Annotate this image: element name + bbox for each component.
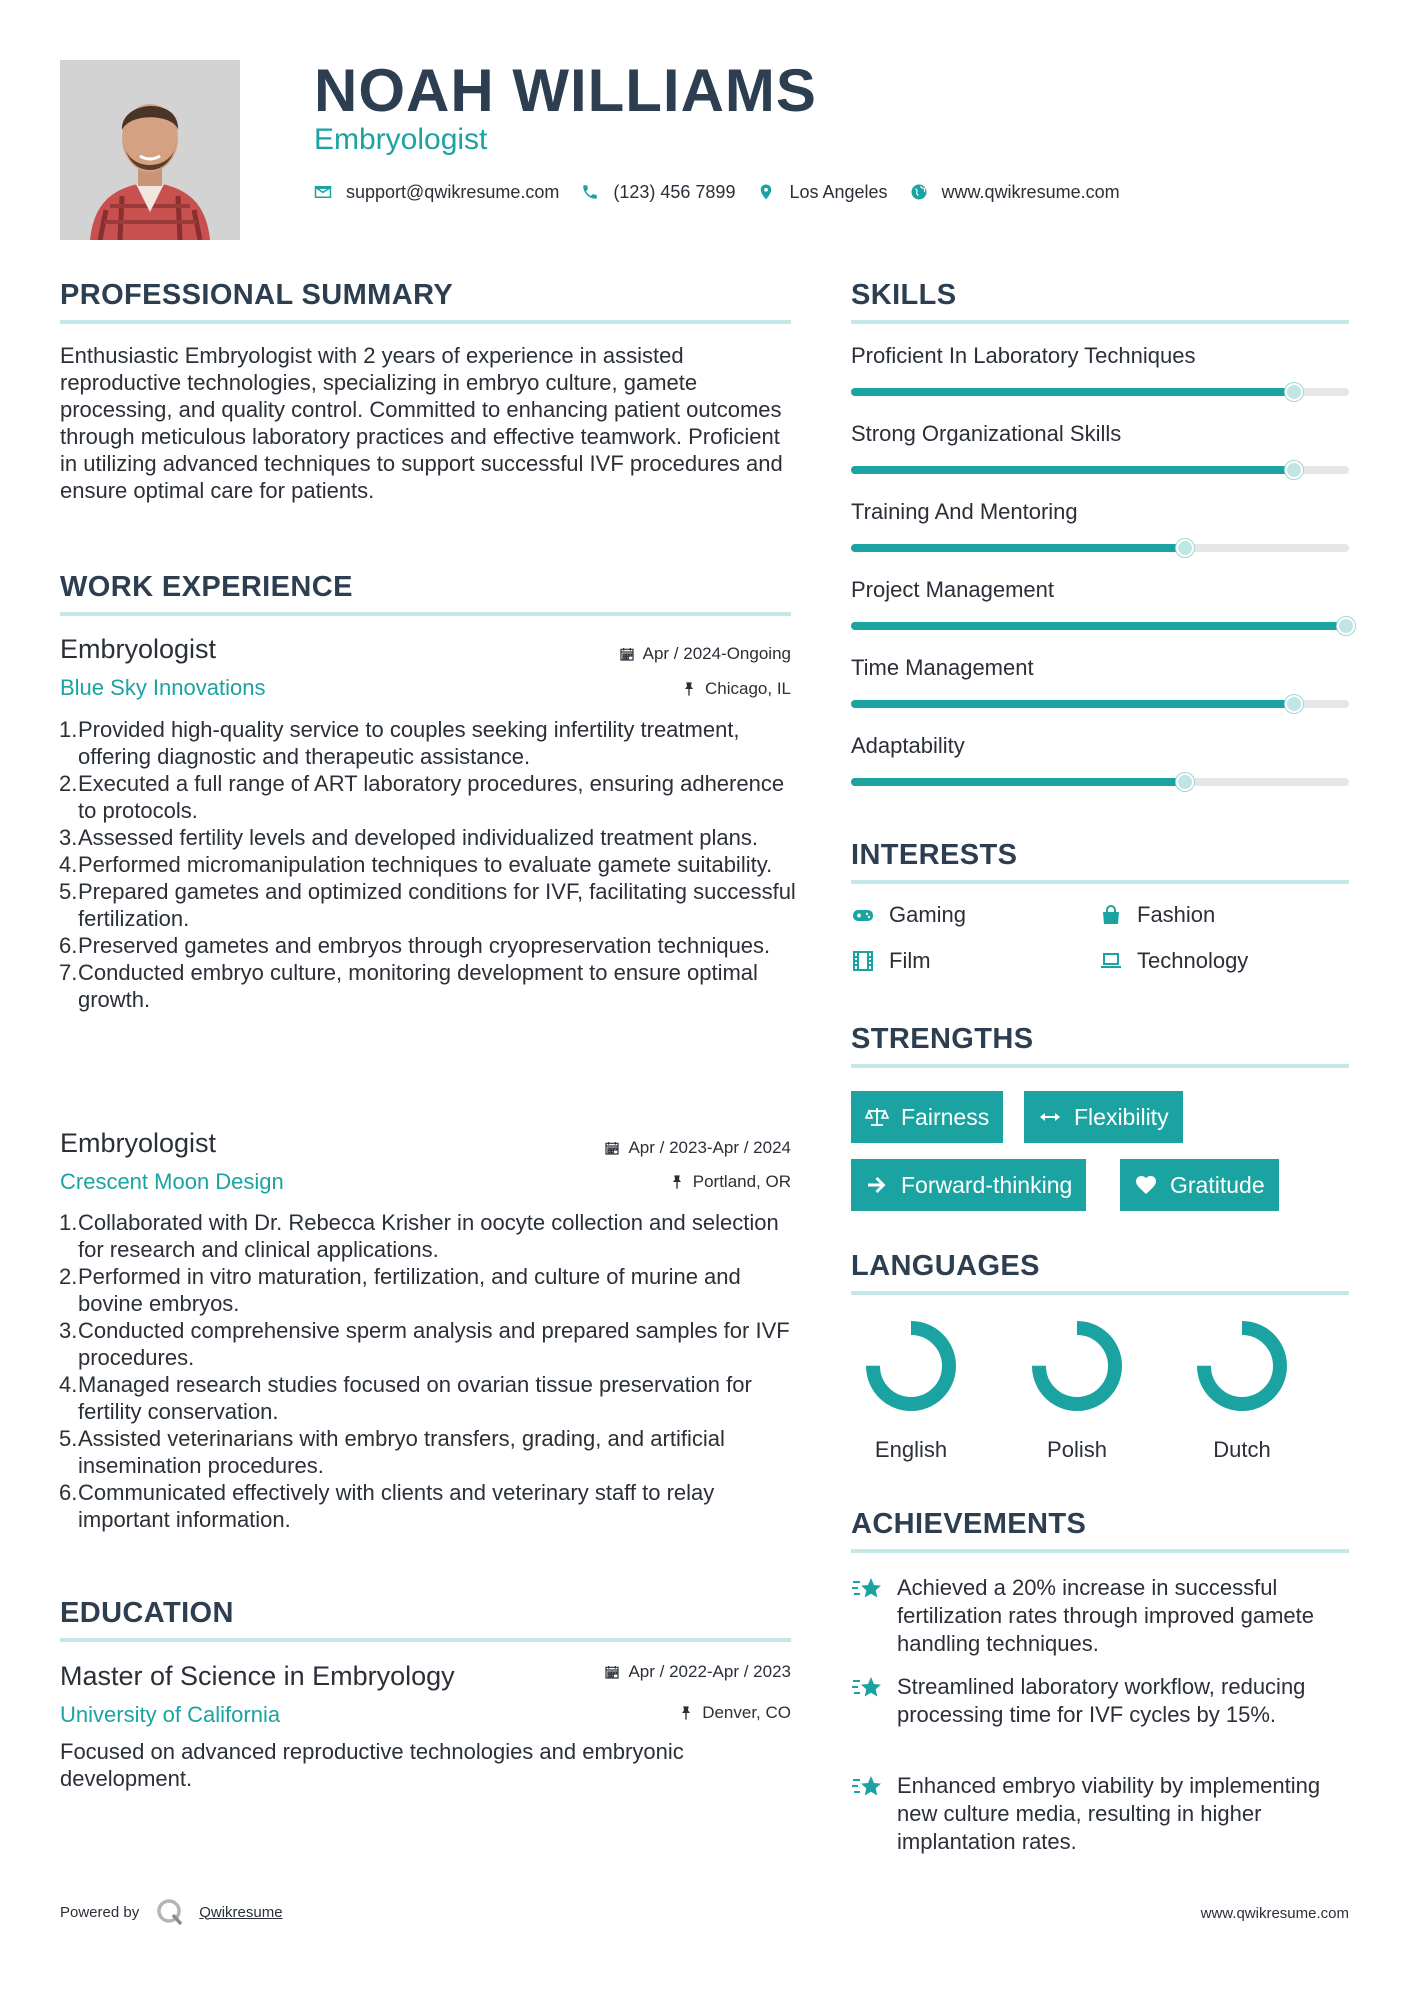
pushpin-icon bbox=[678, 1705, 694, 1721]
education-dates-text: Apr / 2022-Apr / 2023 bbox=[628, 1662, 791, 1681]
interest-label: Technology bbox=[1137, 948, 1249, 973]
candidate-title: Embryologist bbox=[314, 123, 488, 156]
skill-bar-knob bbox=[1285, 383, 1303, 401]
strength-chip bbox=[851, 1159, 1086, 1211]
language-label: Polish bbox=[1047, 1437, 1107, 1462]
language-progress-arc bbox=[1204, 1328, 1280, 1404]
achievement-item bbox=[851, 1673, 1351, 1729]
calendar-icon bbox=[604, 1664, 620, 1680]
skill-bar-knob bbox=[1176, 773, 1194, 791]
achievement-item bbox=[851, 1574, 1351, 1658]
summary-heading: PROFESSIONAL SUMMARY bbox=[60, 279, 454, 311]
interest-item bbox=[851, 901, 966, 929]
film-icon bbox=[851, 949, 875, 973]
responsibility-item: Preserved gametes and embryos through cryopreservation techniques. bbox=[78, 933, 771, 958]
pushpin-icon bbox=[681, 681, 697, 697]
skill-label: Adaptability bbox=[851, 733, 965, 758]
skill-bar-fill bbox=[851, 778, 1185, 786]
envelope-icon bbox=[314, 183, 332, 201]
language-progress-arc bbox=[873, 1328, 949, 1404]
shooting-star-icon bbox=[851, 1574, 885, 1604]
education-divider bbox=[60, 1638, 791, 1642]
skill-bar bbox=[851, 544, 1349, 552]
footer-url[interactable]: www.qwikresume.com bbox=[1200, 1905, 1349, 1922]
location-text: Los Angeles bbox=[789, 181, 888, 202]
strength-label: Gratitude bbox=[1170, 1171, 1265, 1198]
summary-divider bbox=[60, 320, 791, 324]
skill-bar bbox=[851, 388, 1349, 396]
laptop-icon bbox=[1099, 949, 1123, 973]
gamepad-icon bbox=[851, 903, 875, 927]
skill-bar-fill bbox=[851, 622, 1349, 630]
skill-bar bbox=[851, 778, 1349, 786]
responsibility-item: Prepared gametes and optimized conditions for IVF, facilitating successful fertilization. bbox=[78, 879, 796, 931]
language-label: English bbox=[874, 1437, 948, 1462]
globe-icon bbox=[910, 183, 928, 201]
language-label: Dutch bbox=[1213, 1437, 1271, 1462]
balance-scale-icon bbox=[865, 1105, 889, 1129]
summary-text: Enthusiastic Embryologist with 2 years of experience in assisted reproductive technologies, specializing in embryo culture, gamete processing, and quality control. Committed to enhancing patient outcomes through meticulous laboratory practices and effective teamwork. Proficient in utilizing advanced techniques to support successful IVF procedures and ensure optimal care for patients. bbox=[60, 343, 783, 503]
calendar-icon bbox=[604, 1140, 620, 1156]
skill-label: Strong Organizational Skills bbox=[851, 421, 1122, 446]
interest-item bbox=[1099, 947, 1248, 975]
interests-divider bbox=[851, 880, 1349, 884]
responsibility-item: Assessed fertility levels and developed individualized treatment plans. bbox=[78, 825, 758, 850]
interest-item bbox=[1099, 901, 1215, 929]
skill-label: Proficient In Laboratory Techniques bbox=[851, 343, 1196, 368]
skills-heading: SKILLS bbox=[851, 279, 957, 311]
job-dates-text: Apr / 2023-Apr / 2024 bbox=[628, 1138, 791, 1157]
shopping-bag-icon bbox=[1099, 903, 1123, 927]
education-description: Focused on advanced reproductive technologies and embryonic development. bbox=[60, 1739, 684, 1791]
shooting-star-icon bbox=[851, 1772, 885, 1802]
language-item bbox=[1017, 1320, 1137, 1464]
job-dates bbox=[604, 1137, 791, 1159]
strength-chip bbox=[1024, 1091, 1183, 1143]
responsibility-item: Communicated effectively with clients and veterinary staff to relay important information. bbox=[78, 1480, 715, 1532]
job-location bbox=[669, 1171, 791, 1193]
pushpin-icon bbox=[669, 1174, 685, 1190]
contact-website[interactable] bbox=[910, 182, 1120, 203]
footer-powered-by bbox=[60, 1897, 283, 1927]
interest-item bbox=[851, 947, 931, 975]
interest-label: Film bbox=[889, 948, 931, 973]
contact-phone[interactable] bbox=[581, 182, 735, 203]
achievements-heading: ACHIEVEMENTS bbox=[851, 1508, 1087, 1540]
map-pin-icon bbox=[757, 183, 775, 201]
achievement-text: Achieved a 20% increase in successful fertilization rates through improved gamete handling techniques. bbox=[897, 1575, 1314, 1656]
interest-label: Gaming bbox=[889, 902, 967, 927]
language-item bbox=[1182, 1320, 1302, 1464]
job-title: Embryologist bbox=[60, 634, 217, 664]
responsibility-item: Managed research studies focused on ovarian tissue preservation for fertility conservation. bbox=[78, 1372, 752, 1424]
languages-heading: LANGUAGES bbox=[851, 1250, 1040, 1282]
job-location-text: Portland, OR bbox=[692, 1172, 791, 1191]
skill-bar bbox=[851, 466, 1349, 474]
strengths-heading: STRENGTHS bbox=[851, 1023, 1034, 1055]
job-responsibilities bbox=[60, 1209, 800, 1533]
email-text: support@qwikresume.com bbox=[346, 181, 560, 202]
interest-label: Fashion bbox=[1137, 902, 1216, 927]
arrows-horizontal-icon bbox=[1038, 1105, 1062, 1129]
phone-icon bbox=[581, 183, 599, 201]
language-progress-ring bbox=[1031, 1320, 1123, 1412]
strength-label: Flexibility bbox=[1074, 1103, 1169, 1130]
education-location bbox=[678, 1702, 791, 1724]
skills-divider bbox=[851, 320, 1349, 324]
language-progress-ring bbox=[1196, 1320, 1288, 1412]
contact-email[interactable] bbox=[314, 182, 559, 203]
strength-chip bbox=[851, 1091, 1003, 1143]
contact-location bbox=[757, 182, 887, 203]
strength-chip bbox=[1120, 1159, 1279, 1211]
responsibility-item: Collaborated with Dr. Rebecca Krisher in oocyte collection and selection for research and clinical applications. bbox=[78, 1210, 779, 1262]
phone-text: (123) 456 7899 bbox=[613, 181, 736, 202]
skill-label: Project Management bbox=[851, 577, 1054, 602]
skill-bar-fill bbox=[851, 388, 1294, 396]
skill-bar bbox=[851, 700, 1349, 708]
responsibility-item: Performed micromanipulation techniques to evaluate gamete suitability. bbox=[78, 852, 773, 877]
interests-heading: INTERESTS bbox=[851, 839, 1018, 871]
profile-photo bbox=[60, 60, 240, 240]
qwikresume-logo-icon bbox=[155, 1897, 185, 1927]
strength-label: Fairness bbox=[901, 1103, 990, 1130]
skill-bar-fill bbox=[851, 544, 1185, 552]
strengths-divider bbox=[851, 1064, 1349, 1068]
job-dates-text: Apr / 2024-Ongoing bbox=[642, 644, 791, 663]
job-location bbox=[681, 678, 791, 700]
shooting-star-icon bbox=[851, 1673, 885, 1703]
arrow-right-icon bbox=[865, 1173, 889, 1197]
heart-icon bbox=[1134, 1173, 1158, 1197]
skill-bar-fill bbox=[851, 700, 1294, 708]
job-title: Embryologist bbox=[60, 1128, 217, 1158]
person-portrait-icon bbox=[60, 60, 240, 240]
skill-bar bbox=[851, 622, 1349, 630]
achievement-item bbox=[851, 1772, 1351, 1856]
education-heading: EDUCATION bbox=[60, 1597, 234, 1629]
education-dates bbox=[604, 1661, 791, 1683]
responsibility-item: Conducted embryo culture, monitoring development to ensure optimal growth. bbox=[78, 960, 758, 1012]
responsibility-item: Provided high-quality service to couples seeking infertility treatment, offering diagnostic and therapeutic assistance. bbox=[78, 717, 740, 769]
languages-divider bbox=[851, 1291, 1349, 1295]
job-company: Crescent Moon Design bbox=[60, 1169, 284, 1194]
achievements-divider bbox=[851, 1549, 1349, 1553]
responsibility-item: Conducted comprehensive sperm analysis and prepared samples for IVF procedures. bbox=[78, 1318, 790, 1370]
language-item bbox=[851, 1320, 971, 1464]
education-location-text: Denver, CO bbox=[702, 1703, 791, 1722]
job-dates bbox=[619, 643, 791, 665]
skill-bar-knob bbox=[1176, 539, 1194, 557]
experience-divider bbox=[60, 612, 791, 616]
job-company: Blue Sky Innovations bbox=[60, 675, 266, 700]
job-location-text: Chicago, IL bbox=[705, 679, 791, 698]
school-name: University of California bbox=[60, 1702, 281, 1727]
contact-bar bbox=[314, 178, 1142, 206]
website-text: www.qwikresume.com bbox=[941, 181, 1120, 202]
language-progress-ring bbox=[865, 1320, 957, 1412]
responsibility-item: Assisted veterinarians with embryo transfers, grading, and artificial insemination procedures. bbox=[78, 1426, 725, 1478]
job-responsibilities bbox=[60, 716, 800, 1013]
skill-bar-knob bbox=[1337, 617, 1355, 635]
degree-title: Master of Science in Embryology bbox=[60, 1661, 455, 1691]
responsibility-item: Performed in vitro maturation, fertilization, and culture of murine and bovine embryos. bbox=[78, 1264, 741, 1316]
responsibility-item: Executed a full range of ART laboratory procedures, ensuring adherence to protocols. bbox=[78, 771, 785, 823]
skill-bar-fill bbox=[851, 466, 1294, 474]
strength-label: Forward-thinking bbox=[901, 1171, 1073, 1198]
powered-by-text: Powered by bbox=[60, 1903, 140, 1921]
qwikresume-link[interactable]: Qwikresume bbox=[199, 1903, 283, 1921]
skill-label: Training And Mentoring bbox=[851, 499, 1078, 524]
experience-heading: WORK EXPERIENCE bbox=[60, 571, 353, 603]
candidate-name: NOAH WILLIAMS bbox=[314, 57, 817, 124]
skill-label: Time Management bbox=[851, 655, 1034, 680]
achievement-text: Streamlined laboratory workflow, reducing processing time for IVF cycles by 15%. bbox=[897, 1674, 1306, 1727]
skill-bar-knob bbox=[1285, 695, 1303, 713]
achievement-text: Enhanced embryo viability by implementing new culture media, resulting in higher implantation rates. bbox=[897, 1773, 1321, 1854]
skill-bar-knob bbox=[1285, 461, 1303, 479]
language-progress-arc bbox=[1039, 1328, 1115, 1404]
calendar-icon bbox=[619, 646, 635, 662]
